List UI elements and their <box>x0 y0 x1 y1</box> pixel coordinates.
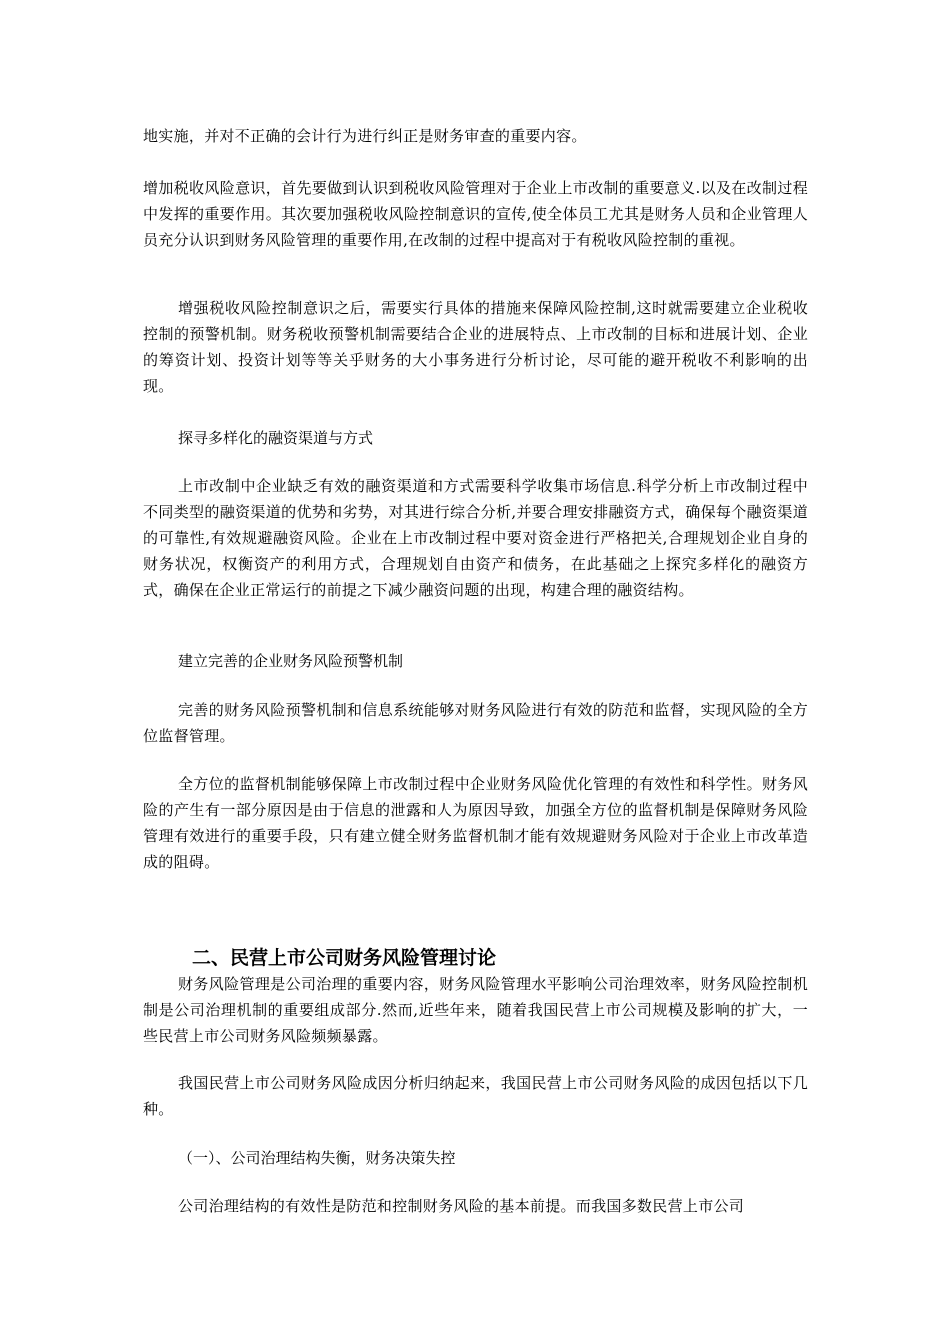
subheading-financing-channels: 探寻多样化的融资渠道与方式 <box>178 429 374 447</box>
section-title: 二、民营上市公司财务风险管理讨论 <box>192 947 497 969</box>
paragraph-5: 完善的财务风险预警机制和信息系统能够对财务风险进行有效的防范和监督，实现风险的全方位监督管理。 <box>143 701 808 745</box>
subheading-warning-mechanism: 建立完善的企业财务风险预警机制 <box>178 652 404 670</box>
paragraph-4: 上市改制中企业缺乏有效的融资渠道和方式需要科学收集市场信息.科学分析上市改制过程中不同类型的融资渠道的优势和劣势，对其进行综合分析,并要合理安排融资方式，确保每个融资渠道的可靠性,有效规避融资风险。企业在上市改制过程中要对资金进行严格把关,合理规划企业自身的财务状况，权衡资产的利用方式，合理规划自由资产和债务，在此基础之上探究多样化的融资方式，确保在企业正常运行的前提之下减少融资问题的出现，构建合理的融资结构。 <box>143 477 808 599</box>
paragraph-8: 我国民营上市公司财务风险成因分析归纳起来，我国民营上市公司财务风险的成因包括以下几种。 <box>143 1074 808 1118</box>
paragraph-3: 增强税收风险控制意识之后，需要实行具体的措施来保障风险控制,这时就需要建立企业税收控制的预警机制。财务税收预警机制需要结合企业的进展特点、上市改制的目标和进展计划、企业的筹资计划、投资计划等等关乎财务的大小事务进行分析讨论，尽可能的避开税收不利影响的出现。 <box>143 299 808 395</box>
subheading-governance: （一）、公司治理结构失衡，财务决策失控 <box>178 1149 456 1167</box>
paragraph-9: 公司治理结构的有效性是防范和控制财务风险的基本前提。而我国多数民营上市公司 <box>178 1197 745 1215</box>
paragraph-2: 增加税收风险意识，首先要做到认识到税收风险管理对于企业上市改制的重要意义.以及在改制过程中发挥的重要作用。其次要加强税收风险控制意识的宣传,使全体员工尤其是财务人员和企业管理人员充分认识到财务风险管理的重要作用,在改制的过程中提高对于有税收风险控制的重视。 <box>143 179 808 249</box>
paragraph-1: 地实施，并对不正确的会计行为进行纠正是财务审查的重要内容。 <box>143 127 587 145</box>
paragraph-6: 全方位的监督机制能够保障上市改制过程中企业财务风险优化管理的有效性和科学性。财务风险的产生有一部分原因是由于信息的泄露和人为原因导致，加强全方位的监督机制是保障财务风险管理有效进行的重要手段，只有建立健全财务监督机制才能有效规避财务风险对于企业上市改革造成的阻碍。 <box>143 775 808 871</box>
paragraph-7: 财务风险管理是公司治理的重要内容，财务风险管理水平影响公司治理效率，财务风险控制机制是公司治理机制的重要组成部分.然而,近些年来，随着我国民营上市公司规模及影响的扩大，一些民营上市公司财务风险频频暴露。 <box>143 975 808 1045</box>
